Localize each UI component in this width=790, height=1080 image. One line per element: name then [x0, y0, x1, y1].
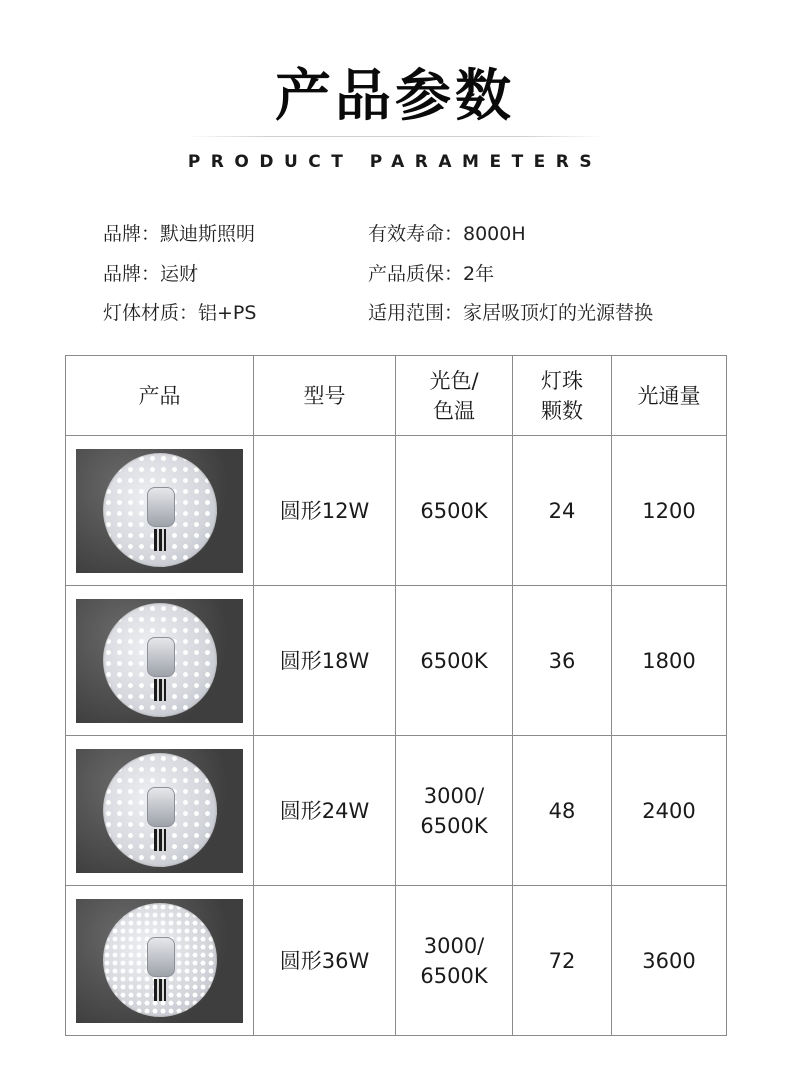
color-temp-cell: 6500K	[396, 586, 513, 736]
led-module-photo	[76, 449, 243, 573]
header-luminous-flux: 光通量	[612, 356, 727, 436]
bead-count-cell: 48	[513, 736, 612, 886]
model-cell: 圆形18W	[254, 586, 396, 736]
product-image-cell	[66, 436, 254, 586]
header-model: 型号	[254, 356, 396, 436]
bead-count-cell: 72	[513, 886, 612, 1036]
bead-count-cell: 24	[513, 436, 612, 586]
table-row	[66, 886, 727, 1036]
table-row	[66, 736, 727, 886]
page-title: 产品参数	[275, 64, 515, 129]
product-image-cell	[66, 586, 254, 736]
flux-cell: 1200	[612, 436, 727, 586]
header-bead-count: 灯珠 颗数	[513, 356, 612, 436]
title-divider	[185, 136, 605, 137]
led-module-photo	[76, 899, 243, 1023]
model-cell: 圆形12W	[254, 436, 396, 586]
product-image-cell	[66, 886, 254, 1036]
spec-brand-2: 品牌：运财	[103, 263, 199, 285]
model-cell: 圆形24W	[254, 736, 396, 886]
led-module-photo	[76, 599, 243, 723]
page-subtitle: PRODUCT PARAMETERS	[187, 152, 603, 172]
flux-cell: 3600	[612, 886, 727, 1036]
bead-count-cell: 36	[513, 586, 612, 736]
header-color-temp: 光色/ 色温	[396, 356, 513, 436]
spec-brand: 品牌：默迪斯照明	[103, 223, 256, 245]
model-cell: 圆形36W	[254, 886, 396, 1036]
spec-application: 适用范围：家居吸顶灯的光源替换	[368, 302, 654, 324]
color-temp-cell: 3000/ 6500K	[396, 736, 513, 886]
led-disc	[103, 453, 217, 567]
table-header-row	[66, 356, 727, 436]
table-row	[66, 436, 727, 586]
product-image-cell	[66, 736, 254, 886]
parameter-table	[65, 355, 727, 1036]
flux-cell: 2400	[612, 736, 727, 886]
flux-cell: 1800	[612, 586, 727, 736]
color-temp-cell: 3000/ 6500K	[396, 886, 513, 1036]
header-product: 产品	[66, 356, 254, 436]
color-temp-cell: 6500K	[396, 436, 513, 586]
led-disc	[103, 603, 217, 717]
spec-lifespan: 有效寿命：8000H	[368, 223, 526, 245]
table-row	[66, 586, 727, 736]
spec-material: 灯体材质：铝+PS	[103, 302, 257, 324]
spec-warranty: 产品质保：2年	[368, 263, 495, 285]
led-module-photo	[76, 749, 243, 873]
led-disc	[103, 903, 217, 1017]
led-disc	[103, 753, 217, 867]
